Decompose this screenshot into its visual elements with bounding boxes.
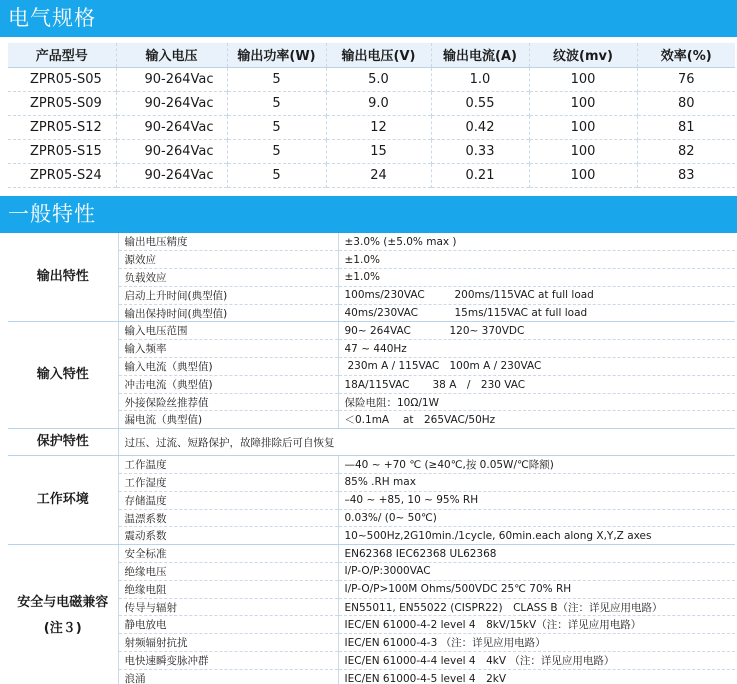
item-label: 浪涌 bbox=[118, 669, 338, 684]
item-value: ±1.0% bbox=[338, 251, 735, 269]
item-label: 工作温度 bbox=[118, 456, 338, 474]
item-label: 输出电压精度 bbox=[118, 233, 338, 251]
item-value-pair bbox=[338, 322, 735, 340]
item-label: 传导与辐射 bbox=[118, 598, 338, 616]
item-value: 100ms/230VAC bbox=[344, 289, 425, 302]
item-label: 射频辐射抗扰 bbox=[118, 634, 338, 652]
table-row bbox=[8, 563, 735, 581]
header-output-power: 输出功率(W) bbox=[227, 43, 326, 67]
item-value: EN55011, EN55022 (CISPR22) CLASS B（注：详见应用电路） bbox=[338, 598, 735, 616]
item-label: 安全标准 bbox=[118, 545, 338, 563]
table-row bbox=[8, 652, 735, 670]
item-label: 冲击电流（典型值) bbox=[118, 375, 338, 393]
table-row bbox=[8, 393, 735, 411]
cell-output-current: 0.21 bbox=[431, 163, 529, 187]
item-value-pair bbox=[338, 358, 735, 376]
cell-model: ZPR05-S12 bbox=[30, 119, 102, 135]
item-value: IEC/EN 61000-4-2 level 4 8kV/15kV（注：详见应用电路） bbox=[338, 616, 735, 634]
item-value-pair bbox=[338, 304, 735, 322]
table-row bbox=[8, 545, 735, 563]
group-output-label: 输出特性 bbox=[8, 233, 118, 322]
table-row bbox=[8, 509, 735, 527]
item-value-secondary: 15ms/115VAC at full load bbox=[454, 307, 588, 320]
item-label: 输入频率 bbox=[118, 340, 338, 358]
table-row bbox=[8, 340, 735, 358]
table-row bbox=[8, 322, 735, 340]
item-value: ±3.0% (±5.0% max ) bbox=[338, 233, 735, 251]
cell-ripple: 100 bbox=[529, 139, 637, 163]
table-row bbox=[8, 669, 735, 684]
cell-input-voltage: 90-264Vac bbox=[116, 115, 227, 139]
cell-output-power: 5 bbox=[227, 115, 326, 139]
cell-output-current: 1.0 bbox=[431, 67, 529, 91]
cell-efficiency: 80 bbox=[637, 91, 735, 115]
general-characteristics-title: 一般特性 bbox=[0, 196, 737, 233]
table-row bbox=[8, 304, 735, 322]
cell-output-current: 0.42 bbox=[431, 115, 529, 139]
header-ripple: 纹波(mv) bbox=[529, 43, 637, 67]
item-value: ±1.0% bbox=[338, 269, 735, 287]
table-row bbox=[8, 139, 735, 163]
item-value: I/P-O/P:3000VAC bbox=[338, 563, 735, 581]
table-row bbox=[8, 634, 735, 652]
table-row bbox=[8, 375, 735, 393]
table-row bbox=[8, 456, 735, 474]
cell-input-voltage: 90-264Vac bbox=[116, 139, 227, 163]
item-value: 0.03%/ (0~ 50℃) bbox=[338, 509, 735, 527]
item-value: 230m A / 115VAC bbox=[347, 360, 440, 373]
table-row bbox=[8, 91, 735, 115]
item-label: 电快速瞬变脉冲群 bbox=[118, 652, 338, 670]
table-row bbox=[8, 411, 735, 429]
cell-input-voltage: 90-264Vac bbox=[116, 67, 227, 91]
item-value: 18A/115VAC bbox=[344, 378, 410, 391]
cell-efficiency: 82 bbox=[637, 139, 735, 163]
cell-output-power: 5 bbox=[227, 163, 326, 187]
group-protection-label: 保护特性 bbox=[8, 429, 118, 456]
header-efficiency: 效率(%) bbox=[637, 43, 735, 67]
header-model: 产品型号 bbox=[8, 43, 116, 67]
item-label: 输出保持时间(典型值) bbox=[118, 304, 338, 322]
group-environment-label: 工作环境 bbox=[8, 456, 118, 545]
item-value-pair bbox=[338, 375, 735, 393]
general-characteristics-table bbox=[8, 233, 735, 684]
cell-output-voltage: 24 bbox=[326, 163, 431, 187]
item-label: 负载效应 bbox=[118, 269, 338, 287]
table-row bbox=[8, 286, 735, 304]
cell-efficiency: 76 bbox=[637, 67, 735, 91]
item-value: IEC/EN 61000-4-3 （注：详见应用电路） bbox=[338, 634, 735, 652]
cell-output-power: 5 bbox=[227, 91, 326, 115]
cell-input-voltage: 90-264Vac bbox=[116, 163, 227, 187]
table-row bbox=[8, 269, 735, 287]
table-row bbox=[8, 616, 735, 634]
item-value: I/P-O/P>100M Ohms/500VDC 25℃ 70% RH bbox=[338, 580, 735, 598]
table-row bbox=[8, 580, 735, 598]
item-value: 90~ 264VAC bbox=[344, 324, 411, 337]
item-value: 保险电阻：10Ω/1W bbox=[338, 393, 735, 411]
table-row bbox=[8, 233, 735, 251]
electrical-spec-table bbox=[8, 43, 735, 188]
cell-output-power: 5 bbox=[227, 67, 326, 91]
cell-ripple: 100 bbox=[529, 163, 637, 187]
item-value: IEC/EN 61000-4-4 level 4 4kV （注：详见应用电路） bbox=[338, 652, 735, 670]
cell-output-current: 0.33 bbox=[431, 139, 529, 163]
cell-efficiency: 81 bbox=[637, 115, 735, 139]
cell-ripple: 100 bbox=[529, 115, 637, 139]
item-value: 40ms/230VAC bbox=[344, 307, 418, 320]
table-row bbox=[8, 251, 735, 269]
spec-header-row bbox=[8, 43, 735, 67]
item-label: 绝缘电压 bbox=[118, 563, 338, 581]
item-value: –40 ~ +85, 10 ~ 95% RH bbox=[338, 491, 735, 509]
item-label: 温漂系数 bbox=[118, 509, 338, 527]
item-value: EN62368 IEC62368 UL62368 bbox=[338, 545, 735, 563]
item-value: —40 ~ +70 ℃ (≥40℃,按 0.05W/℃降额) bbox=[338, 456, 735, 474]
item-label: 绝缘电阻 bbox=[118, 580, 338, 598]
table-row bbox=[8, 358, 735, 376]
item-label: 输入电流（典型值) bbox=[118, 358, 338, 376]
item-label: 输入电压范围 bbox=[118, 322, 338, 340]
cell-ripple: 100 bbox=[529, 67, 637, 91]
cell-output-voltage: 15 bbox=[326, 139, 431, 163]
table-row bbox=[8, 67, 735, 91]
item-label: 外接保险丝推荐值 bbox=[118, 393, 338, 411]
group-input-label: 输入特性 bbox=[8, 322, 118, 429]
cell-model: ZPR05-S05 bbox=[30, 71, 102, 87]
item-value: IEC/EN 61000-4-5 level 4 2kV bbox=[338, 669, 735, 684]
protection-text: 过压、过流、短路保护，故障排除后可自恢复 bbox=[118, 429, 735, 456]
item-value: 47 ~ 440Hz bbox=[338, 340, 735, 358]
item-label: 启动上升时间(典型值) bbox=[118, 286, 338, 304]
item-label: 源效应 bbox=[118, 251, 338, 269]
table-row bbox=[8, 527, 735, 545]
item-label: 工作湿度 bbox=[118, 474, 338, 492]
item-value-secondary: 100m A / 230VAC bbox=[449, 360, 542, 373]
table-row bbox=[8, 491, 735, 509]
group-safety-emc-label: 安全与电磁兼容(注３) bbox=[8, 545, 118, 684]
item-value-pair bbox=[338, 286, 735, 304]
item-value: 85% .RH max bbox=[338, 474, 735, 492]
table-row bbox=[8, 474, 735, 492]
item-value-secondary: 200ms/115VAC at full load bbox=[454, 289, 594, 302]
item-label: 漏电流（典型值) bbox=[118, 411, 338, 429]
item-value: 10~500Hz,2G10min./1cycle, 60min.each along X,Y,Z axes bbox=[338, 527, 735, 545]
item-label: 静电放电 bbox=[118, 616, 338, 634]
header-input-voltage: 输入电压 bbox=[116, 43, 227, 67]
item-value-secondary: 38 A / 230 VAC bbox=[432, 378, 526, 391]
table-row bbox=[8, 429, 735, 456]
electrical-spec-title: 电气规格 bbox=[0, 0, 737, 37]
cell-output-voltage: 9.0 bbox=[326, 91, 431, 115]
item-value: ＜0.1mA at 265VAC/50Hz bbox=[338, 411, 735, 429]
item-label: 存储温度 bbox=[118, 491, 338, 509]
cell-model: ZPR05-S15 bbox=[30, 143, 102, 159]
item-value-secondary: 120~ 370VDC bbox=[449, 324, 525, 337]
cell-output-power: 5 bbox=[227, 139, 326, 163]
header-output-current: 输出电流(A) bbox=[431, 43, 529, 67]
cell-ripple: 100 bbox=[529, 91, 637, 115]
table-row bbox=[8, 163, 735, 187]
header-output-voltage: 输出电压(V) bbox=[326, 43, 431, 67]
item-label: 震动系数 bbox=[118, 527, 338, 545]
cell-output-current: 0.55 bbox=[431, 91, 529, 115]
table-row bbox=[8, 115, 735, 139]
cell-input-voltage: 90-264Vac bbox=[116, 91, 227, 115]
cell-model: ZPR05-S09 bbox=[30, 95, 102, 111]
cell-model: ZPR05-S24 bbox=[30, 167, 102, 183]
cell-output-voltage: 12 bbox=[326, 115, 431, 139]
cell-output-voltage: 5.0 bbox=[326, 67, 431, 91]
cell-efficiency: 83 bbox=[637, 163, 735, 187]
table-row bbox=[8, 598, 735, 616]
